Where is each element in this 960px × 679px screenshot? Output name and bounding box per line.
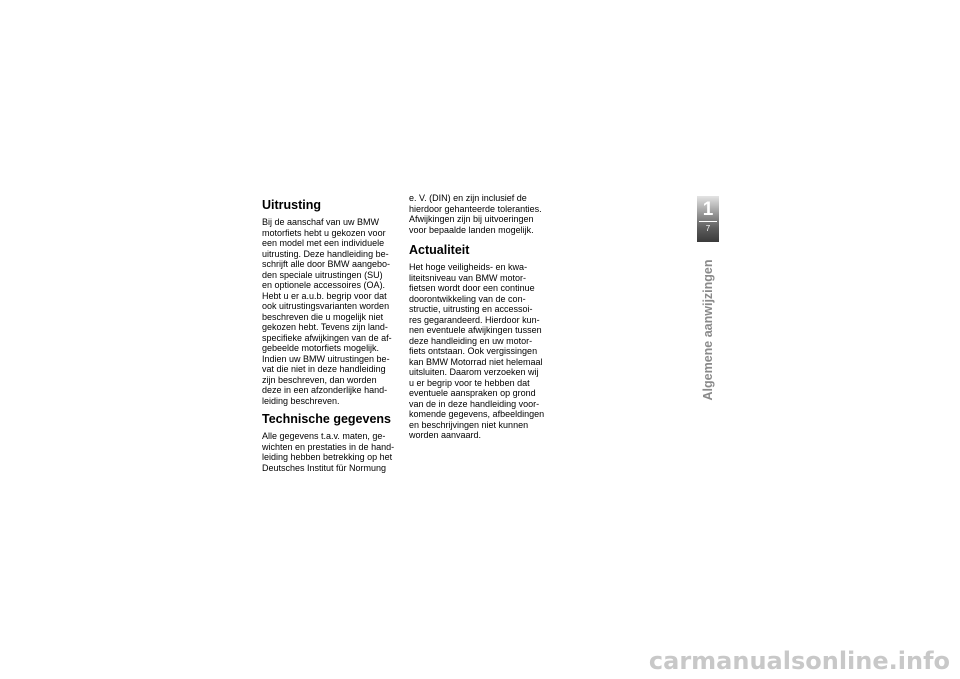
chapter-side-title: Algemene aanwijzingen bbox=[701, 259, 715, 401]
text-line: Bij de aanschaf van uw BMW bbox=[262, 217, 380, 227]
text-line: uitsluiten. Daarom verzoeken wij bbox=[409, 367, 539, 377]
heading-actualiteit: Actualiteit bbox=[409, 243, 470, 257]
text-line: kan BMW Motorrad niet helemaal bbox=[409, 356, 543, 367]
text-line: doorontwikkeling van de con- bbox=[409, 293, 526, 304]
text-line: eventuele aanspraken op grond bbox=[409, 388, 536, 398]
text-line: leiding hebben betrekking op het bbox=[262, 452, 393, 462]
paragraph-technische-continued bbox=[409, 193, 561, 235]
heading-technische-gegevens: Technische gegevens bbox=[262, 412, 391, 426]
text-line: Afwijkingen zijn bij uitvoeringen bbox=[409, 214, 534, 224]
text-line: komende gegevens, afbeeldingen bbox=[409, 409, 545, 419]
text-line: zijn beschreven, dan worden bbox=[262, 374, 377, 385]
text-line: Het hoge veiligheids- en kwa- bbox=[409, 262, 528, 272]
text-line: fietsen wordt door een continue bbox=[409, 283, 535, 293]
text-line: beschreven die u mogelijk niet bbox=[262, 311, 384, 322]
text-line: leiding beschreven. bbox=[262, 395, 340, 406]
text-line: een model met een individuele bbox=[262, 238, 385, 248]
text-line: van de in deze handleiding voor- bbox=[409, 398, 540, 409]
text-line: motorfiets hebt u gekozen voor bbox=[262, 227, 386, 238]
text-line: voor bepaalde landen mogelijk. bbox=[409, 224, 534, 235]
text-line: en optionele accessoires (OA). bbox=[262, 280, 386, 290]
right-column bbox=[409, 193, 561, 446]
left-column bbox=[262, 197, 414, 478]
text-line: Alle gegevens t.a.v. maten, ge- bbox=[262, 431, 386, 441]
text-line: ook uitrustingsvarianten worden bbox=[262, 301, 390, 311]
text-line: fiets ontstaan. Ook vergissingen bbox=[409, 346, 538, 356]
text-line: den speciale uitrustingen (SU) bbox=[262, 269, 383, 280]
chapter-tab bbox=[697, 196, 719, 242]
text-line: deze handleiding en uw motor- bbox=[409, 335, 533, 346]
text-line: nen eventuele afwijkingen tussen bbox=[409, 325, 542, 335]
text-line: Indien uw BMW uitrustingen be- bbox=[262, 353, 390, 364]
text-line: Deutsches Institut für Normung bbox=[262, 462, 387, 473]
text-line: deze in een afzonderlijke hand- bbox=[262, 385, 388, 395]
chapter-tab-divider bbox=[699, 221, 717, 222]
text-line: vat die niet in deze handleiding bbox=[262, 364, 386, 374]
text-line: en beschrijvingen niet kunnen bbox=[409, 419, 529, 430]
text-line: worden aanvaard. bbox=[409, 430, 482, 440]
text-line: structie, uitrusting en accessoi- bbox=[409, 304, 533, 314]
text-line: uitrusting. Deze handleiding be- bbox=[262, 248, 389, 259]
text-line: liteitsniveau van BMW motor- bbox=[409, 272, 527, 283]
text-line: Hebt u er a.u.b. begrip voor dat bbox=[262, 290, 387, 301]
text-line: e. V. (DIN) en zijn inclusief de bbox=[409, 193, 527, 203]
text-line: wichten en prestaties in de hand- bbox=[262, 441, 395, 452]
paragraph-uitrusting bbox=[262, 217, 414, 406]
text-line: gekozen hebt. Tevens zijn land- bbox=[262, 322, 388, 332]
text-line: specifieke afwijkingen van de af- bbox=[262, 332, 392, 343]
text-line: u er begrip voor te hebben dat bbox=[409, 377, 530, 388]
heading-uitrusting: Uitrusting bbox=[262, 198, 322, 212]
watermark: carmanualsonline.info bbox=[648, 647, 950, 675]
chapter-number: 1 bbox=[702, 199, 714, 220]
text-line: hierdoor gehanteerde toleranties. bbox=[409, 203, 542, 214]
text-line: gebeelde motorfiets mogelijk. bbox=[262, 343, 380, 353]
page-number: 7 bbox=[705, 224, 711, 233]
text-line: schrijft alle door BMW aangebo- bbox=[262, 259, 391, 269]
paragraph-technische-gegevens bbox=[262, 431, 414, 473]
paragraph-actualiteit bbox=[409, 262, 561, 441]
text-line: res gegarandeerd. Hierdoor kun- bbox=[409, 314, 540, 325]
